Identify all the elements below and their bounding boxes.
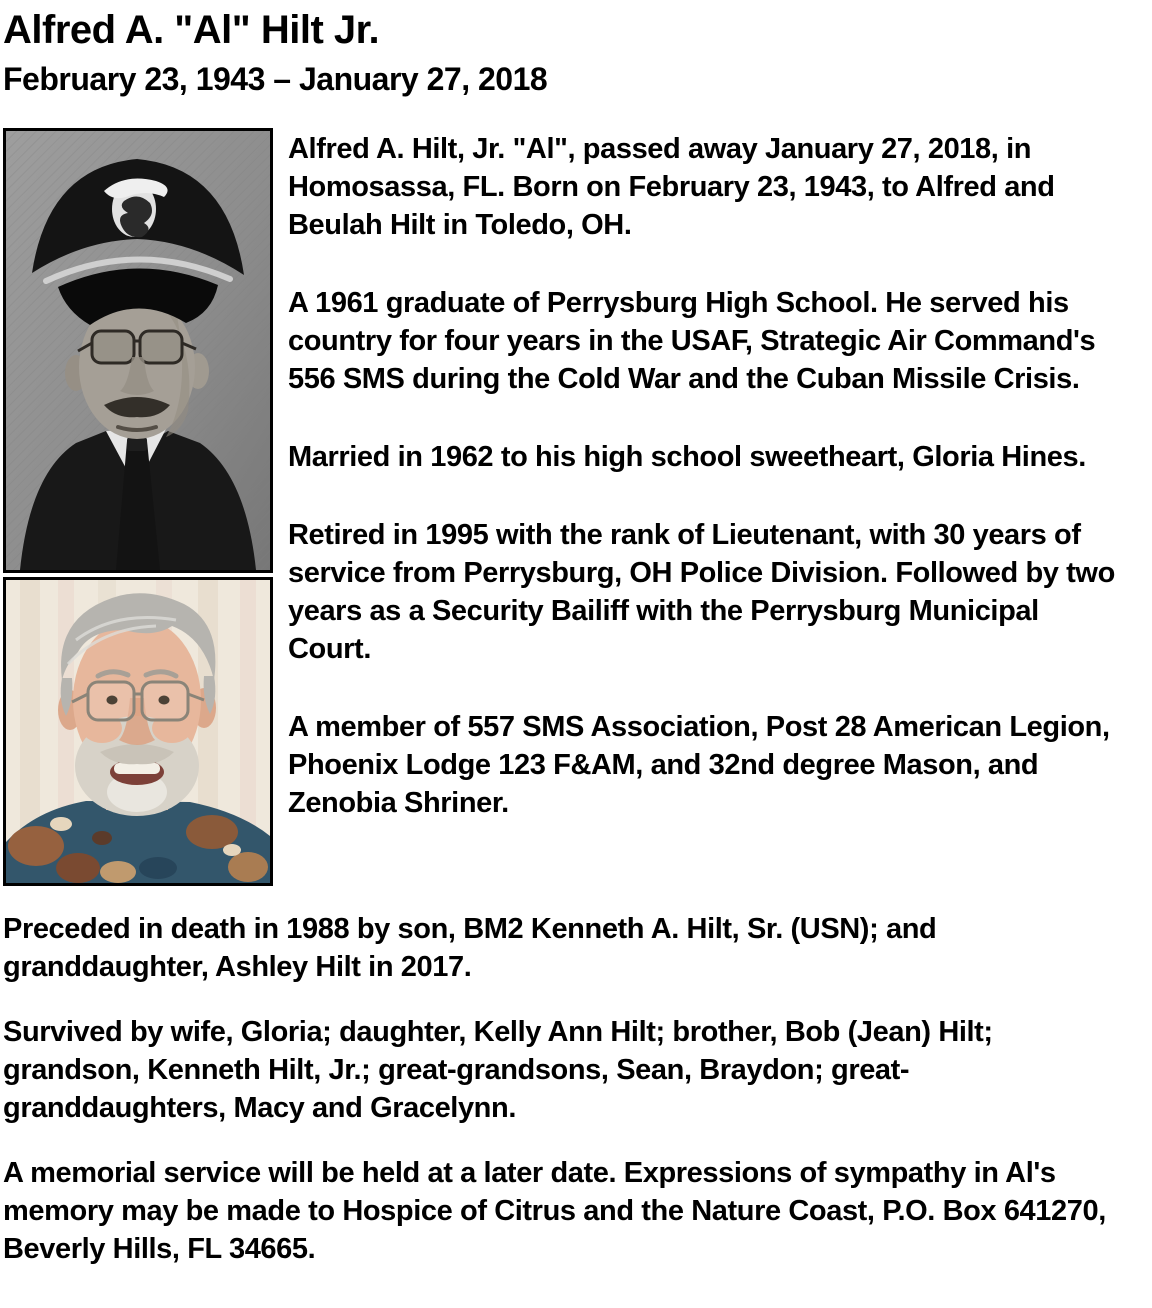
obituary-paragraph: Alfred A. Hilt, Jr. "Al", passed away January 27, 2018, in Homosassa, FL. Born on February 23, 1943, to Alfred and Beulah Hilt in Toledo, OH.	[288, 133, 1055, 242]
obituary-text-column	[288, 128, 1124, 886]
photo-column	[3, 128, 273, 886]
obituary-paragraph: Married in 1962 to his high school sweetheart, Gloria Hines.	[288, 441, 1086, 474]
casual-portrait-illustration	[6, 580, 270, 883]
obituary-top-section	[3, 128, 1124, 886]
photo-uniform-portrait	[3, 128, 273, 573]
preceded-in-death-paragraph: Preceded in death in 1988 by son, BM2 Kenneth A. Hilt, Sr. (USN); and granddaughter, Ashley Hilt in 2017.	[3, 913, 937, 984]
obituary-paragraph: Retired in 1995 with the rank of Lieutenant, with 30 years of service from Perrysburg, OH Police Division. Followed by two years as a Security Bailiff with the Perrysburg Municipal Court.	[288, 519, 1115, 666]
survived-by-paragraph: Survived by wife, Gloria; daughter, Kelly Ann Hilt; brother, Bob (Jean) Hilt; grandson, Kenneth Hilt, Jr.; great-grandsons, Sean, Braydon; great-granddaughters, Macy and Gracelynn.	[3, 1016, 993, 1125]
life-dates: February 23, 1943 – January 27, 2018	[3, 61, 548, 97]
page-title: Alfred A. "Al" Hilt Jr.	[3, 8, 380, 52]
obituary-paragraph: A 1961 graduate of Perrysburg High School. He served his country for four years in the USAF, Strategic Air Command's 556 SMS during the Cold War and the Cuban Missile Crisis.	[288, 287, 1096, 396]
obituary-bottom-section	[3, 910, 1124, 1268]
obituary-paragraph: A member of 557 SMS Association, Post 28 American Legion, Phoenix Lodge 123 F&AM, and 32nd degree Mason, and Zenobia Shriner.	[288, 711, 1110, 820]
uniform-portrait-illustration	[6, 131, 270, 570]
memorial-service-paragraph: A memorial service will be held at a later date. Expressions of sympathy in Al's memory may be made to Hospice of Citrus and the Nature Coast, P.O. Box 641270, Beverly Hills, FL 34665.	[3, 1157, 1106, 1266]
photo-casual-portrait	[3, 577, 273, 886]
